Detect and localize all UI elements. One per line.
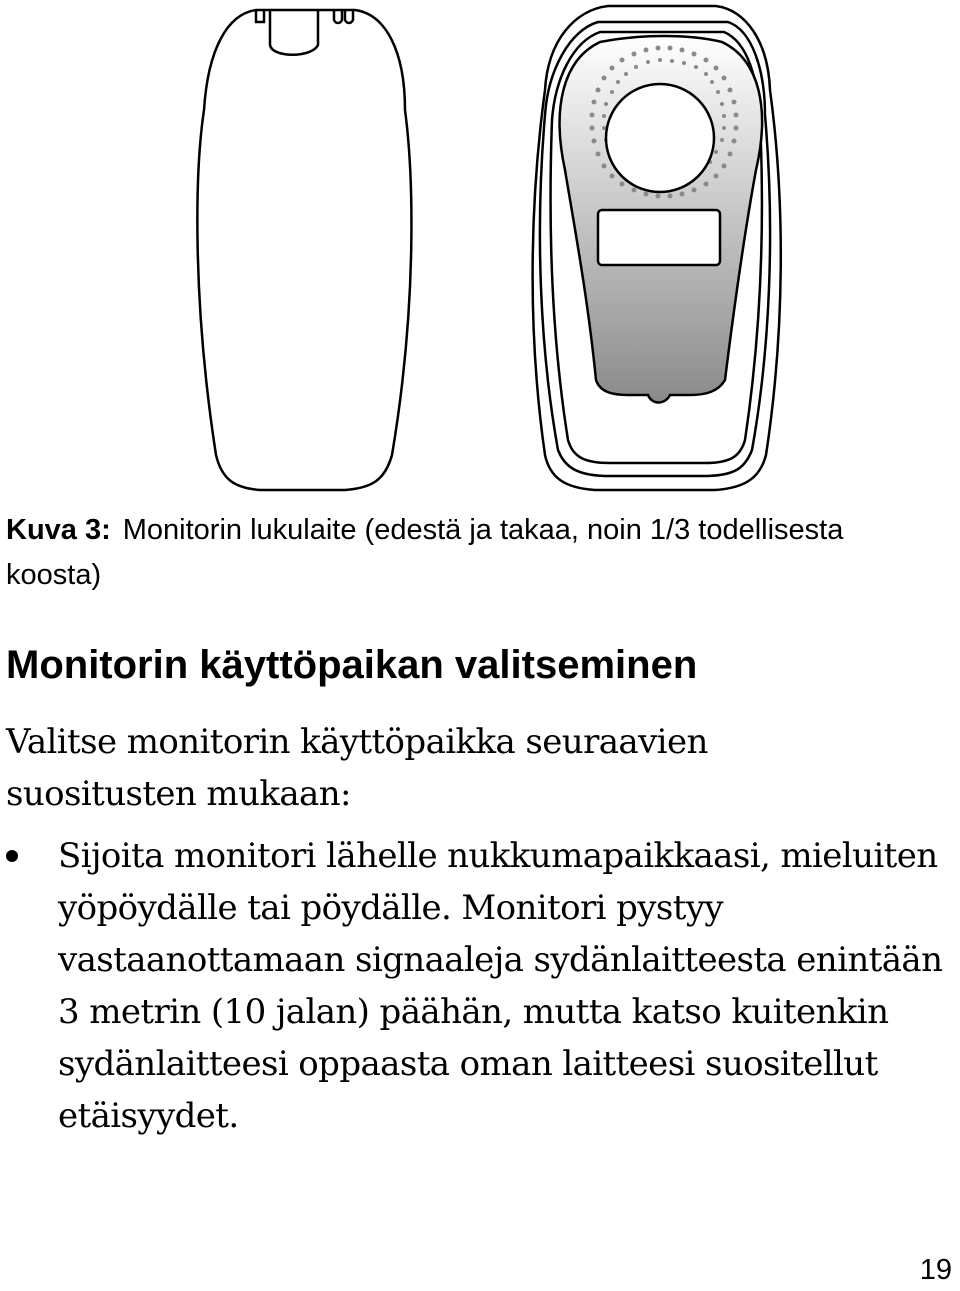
recommendation-list bbox=[6, 830, 956, 1142]
list-item-text: Sijoita monitori lähelle nukkumapaikkaasi, mieluiten yöpöydälle tai pöydälle. Monitori pystyy vastaanottamaan signaaleja sydänlaitteesta enintään 3 metrin (10 jalan) päähän, mutta katso kuitenkin sydänlaitteesi oppaasta oman laitteesi suositellut etäisyydet. bbox=[58, 836, 943, 1136]
list-item bbox=[6, 830, 956, 1142]
display-window bbox=[598, 210, 720, 265]
device-illustration bbox=[0, 0, 960, 500]
monitor-back-view bbox=[197, 10, 411, 490]
page-number: 19 bbox=[919, 1254, 952, 1286]
section-heading: Monitorin käyttöpaikan valitseminen bbox=[6, 643, 698, 687]
caption-label: Kuva 3: bbox=[6, 514, 111, 546]
bullet-icon bbox=[6, 850, 18, 862]
main-button-icon bbox=[606, 84, 714, 192]
intro-paragraph: Valitse monitorin käyttöpaikka seuraavien suositusten mukaan: bbox=[6, 722, 708, 814]
monitor-front-back-illustration bbox=[0, 0, 960, 500]
caption-text: Monitorin lukulaite (edestä ja takaa, noin 1/3 todellisesta koosta) bbox=[6, 514, 844, 591]
figure-caption bbox=[6, 508, 906, 598]
